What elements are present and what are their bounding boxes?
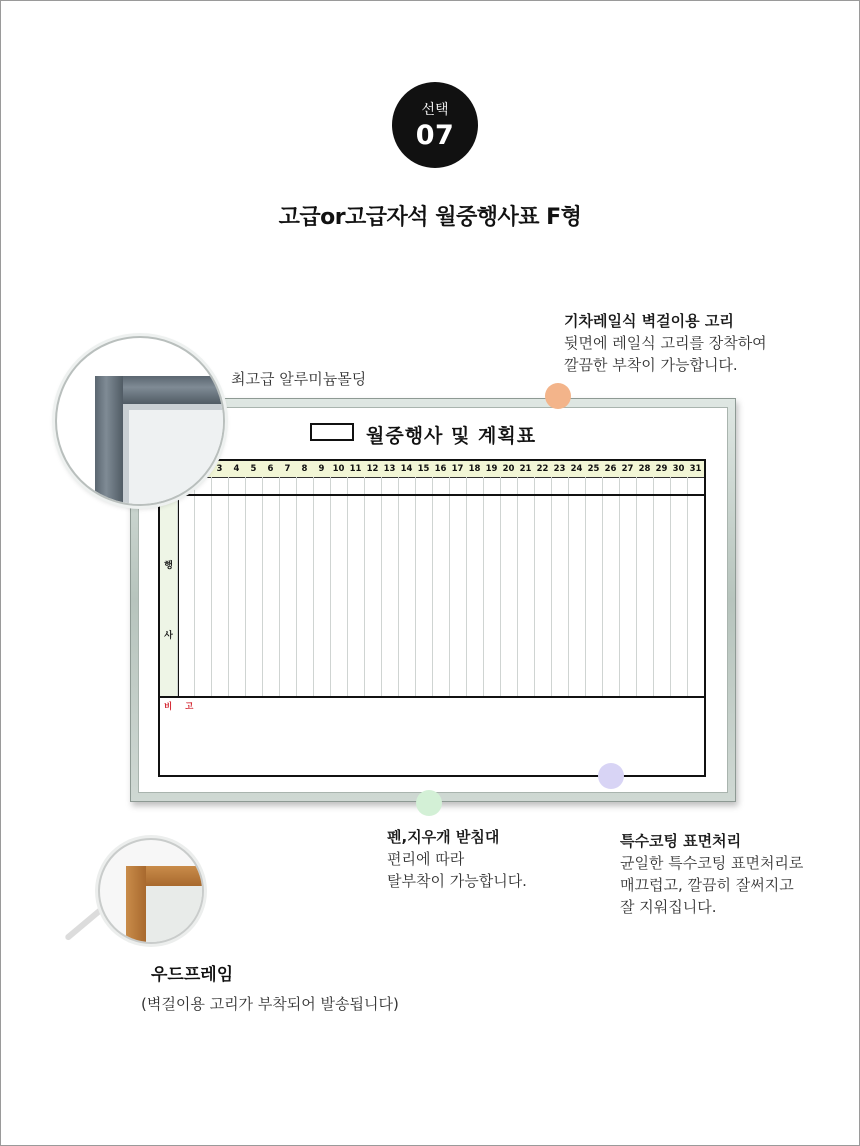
event-label-1: 행 xyxy=(164,561,173,571)
day-cell: 26 xyxy=(604,464,617,474)
callout-pen-line1: 편리에 따라 xyxy=(387,850,465,868)
day-grid-line xyxy=(500,496,501,696)
day-grid-line xyxy=(687,496,688,696)
callout-molding xyxy=(231,368,366,390)
day-grid-line xyxy=(313,496,314,696)
weekday-grid-line xyxy=(483,477,484,494)
weekday-grid-line xyxy=(432,477,433,494)
aluminium-molding-zoom xyxy=(55,336,225,506)
weekday-grid-line xyxy=(466,477,467,494)
callout-molding-head: 최고급 알루미늄몰딩 xyxy=(231,370,367,388)
day-grid-line xyxy=(381,496,382,696)
days-header-row xyxy=(160,461,704,478)
day-cell: 14 xyxy=(400,464,413,474)
day-grid-line xyxy=(602,496,603,696)
board-title: 월중행사 및 계획표 xyxy=(366,425,537,447)
day-cell: 29 xyxy=(655,464,668,474)
weekday-grid-line xyxy=(415,477,416,494)
day-grid-line xyxy=(398,496,399,696)
day-cell: 15 xyxy=(417,464,430,474)
day-grid-line xyxy=(619,496,620,696)
day-grid-line xyxy=(534,496,535,696)
day-cell: 4 xyxy=(233,464,240,474)
weekday-grid-line xyxy=(653,477,654,494)
events-divider xyxy=(160,696,704,698)
day-cell: 9 xyxy=(318,464,325,474)
coating-marker-dot xyxy=(598,763,624,789)
callout-pen-tray xyxy=(387,826,527,892)
weekday-grid-line xyxy=(602,477,603,494)
remarks-label: 비 고 xyxy=(164,702,199,712)
day-cell: 7 xyxy=(284,464,291,474)
callout-rail xyxy=(564,310,767,376)
day-grid-line xyxy=(653,496,654,696)
day-grid-line xyxy=(330,496,331,696)
product-title: 고급or고급자석 월중행사표 F형 xyxy=(278,205,582,230)
day-cell: 11 xyxy=(349,464,362,474)
day-grid-line xyxy=(211,496,212,696)
day-grid-line xyxy=(296,496,297,696)
day-grid-line xyxy=(517,496,518,696)
day-cell: 31 xyxy=(689,464,702,474)
day-grid-line xyxy=(636,496,637,696)
weekday-grid-line xyxy=(534,477,535,494)
rail-marker-dot xyxy=(545,383,571,409)
event-label-2: 사 xyxy=(164,631,173,641)
weekday-grid-line xyxy=(279,477,280,494)
weekday-grid-line xyxy=(313,477,314,494)
day-cell: 28 xyxy=(638,464,651,474)
badge-label: 선택 xyxy=(421,102,449,118)
weekday-grid-line xyxy=(262,477,263,494)
day-grid-line xyxy=(670,496,671,696)
day-grid-line xyxy=(432,496,433,696)
day-cell: 8 xyxy=(301,464,308,474)
day-grid-line xyxy=(228,496,229,696)
weekday-grid-line xyxy=(568,477,569,494)
day-cell: 16 xyxy=(434,464,447,474)
day-grid-line xyxy=(194,496,195,696)
callout-rail-head: 기차레일식 벽걸이용 고리 xyxy=(564,312,734,330)
day-grid-line xyxy=(551,496,552,696)
callout-coating-line1: 균일한 특수코팅 표면처리로 xyxy=(620,854,804,872)
weekday-grid-line xyxy=(228,477,229,494)
day-cell: 21 xyxy=(519,464,532,474)
weekday-grid-line xyxy=(245,477,246,494)
weekday-grid-line xyxy=(517,477,518,494)
day-cell: 22 xyxy=(536,464,549,474)
day-grid-line xyxy=(585,496,586,696)
weekday-grid-line xyxy=(381,477,382,494)
weekday-grid-line xyxy=(636,477,637,494)
day-cell: 25 xyxy=(587,464,600,474)
day-cell: 24 xyxy=(570,464,583,474)
callout-coating xyxy=(620,830,803,918)
weekday-grid-line xyxy=(347,477,348,494)
day-cell: 6 xyxy=(267,464,274,474)
weekday-grid-line xyxy=(687,477,688,494)
wood-frame-note: (벽걸이용 고리가 부착되어 발송됩니다) xyxy=(141,995,399,1013)
day-cell: 12 xyxy=(366,464,379,474)
weekday-grid-line xyxy=(500,477,501,494)
day-cell: 13 xyxy=(383,464,396,474)
day-grid-line xyxy=(177,496,178,696)
day-cell: 19 xyxy=(485,464,498,474)
weekday-grid-line xyxy=(296,477,297,494)
board-title-box xyxy=(310,423,354,441)
weekday-grid-line xyxy=(364,477,365,494)
pen-tray-marker-dot xyxy=(416,790,442,816)
weekday-grid-line xyxy=(619,477,620,494)
weekday-grid-line xyxy=(551,477,552,494)
wood-frame-zoom xyxy=(98,838,204,944)
option-badge xyxy=(392,82,478,168)
weekday-grid-line xyxy=(330,477,331,494)
day-grid-line xyxy=(415,496,416,696)
day-cell: 18 xyxy=(468,464,481,474)
schedule-table xyxy=(158,459,706,777)
wood-frame-label: 우드프레임 xyxy=(151,965,234,985)
callout-rail-line2: 깔끔한 부착이 가능합니다. xyxy=(564,356,738,374)
day-grid-line xyxy=(483,496,484,696)
day-cell: 23 xyxy=(553,464,566,474)
weekday-grid-line xyxy=(585,477,586,494)
day-cell: 10 xyxy=(332,464,345,474)
day-grid-line xyxy=(568,496,569,696)
weekday-grid-line xyxy=(398,477,399,494)
day-grid-line xyxy=(279,496,280,696)
day-cell: 30 xyxy=(672,464,685,474)
day-grid-line xyxy=(347,496,348,696)
callout-rail-line1: 뒷면에 레일식 고리를 장착하여 xyxy=(564,334,767,352)
callout-pen-line2: 탈부착이 가능합니다. xyxy=(387,872,527,890)
day-grid-line xyxy=(245,496,246,696)
weekday-grid-line xyxy=(449,477,450,494)
day-cell: 27 xyxy=(621,464,634,474)
badge-number: 07 xyxy=(415,120,455,151)
day-grid-line xyxy=(262,496,263,696)
callout-coating-line3: 잘 지워집니다. xyxy=(620,898,717,916)
callout-coating-head: 특수코팅 표면처리 xyxy=(620,832,742,850)
day-grid-line xyxy=(449,496,450,696)
day-cell: 20 xyxy=(502,464,515,474)
callout-pen-head: 펜,지우개 받침대 xyxy=(387,828,500,846)
callout-coating-line2: 매끄럽고, 깔끔히 잘써지고 xyxy=(620,876,794,894)
day-cell: 17 xyxy=(451,464,464,474)
weekday-grid-line xyxy=(670,477,671,494)
day-grid-line xyxy=(466,496,467,696)
day-grid-line xyxy=(364,496,365,696)
day-cell: 5 xyxy=(250,464,257,474)
